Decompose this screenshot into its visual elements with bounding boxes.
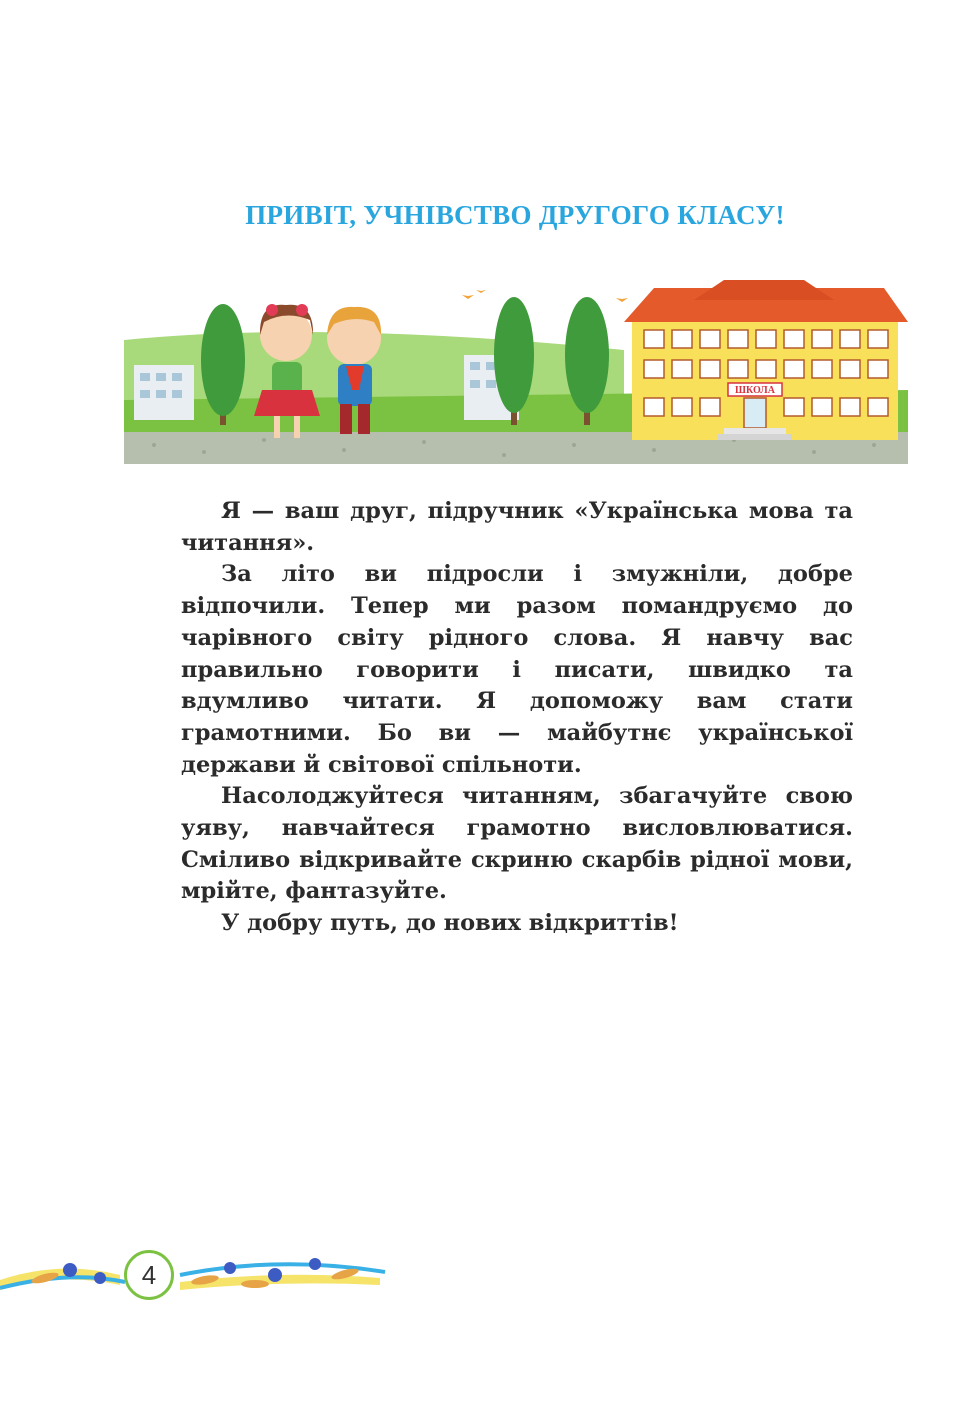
- paragraph: У добру путь, до нових відкриттів!: [221, 910, 679, 937]
- school-illustration: [124, 280, 908, 464]
- footer-ornament: [0, 1240, 390, 1310]
- paragraph: Насолоджуйтеся читанням, збагачуйте свою уяву, навчайтеся грамотно висловлюватися. Сміливо відкривайте скриню скарбів рідної мови, мрійте, фантазуйте.: [181, 783, 853, 905]
- body-text: [181, 496, 853, 940]
- birds: [462, 290, 628, 302]
- page-title: ПРИВІТ, УЧНІВСТВО ДРУГОГО КЛАСУ!: [245, 200, 785, 230]
- school-building: [624, 280, 908, 440]
- page-number: 4: [124, 1250, 174, 1300]
- paragraph: За літо ви підросли і змужніли, добре відпочили. Тепер ми разом помандруємо до чарівного світу рідного слова. Я навчу вас правильно говорити і писати, швидко та вдумливо читати. Я допоможу вам стати грамотними. Бо ви — майбутнє української держави й світової спільноти.: [181, 561, 853, 778]
- paragraph: Я — ваш друг, підручник «Українська мова та читання».: [181, 498, 853, 556]
- school-sign: ШКОЛА: [735, 385, 775, 396]
- background-building-left: [134, 365, 194, 420]
